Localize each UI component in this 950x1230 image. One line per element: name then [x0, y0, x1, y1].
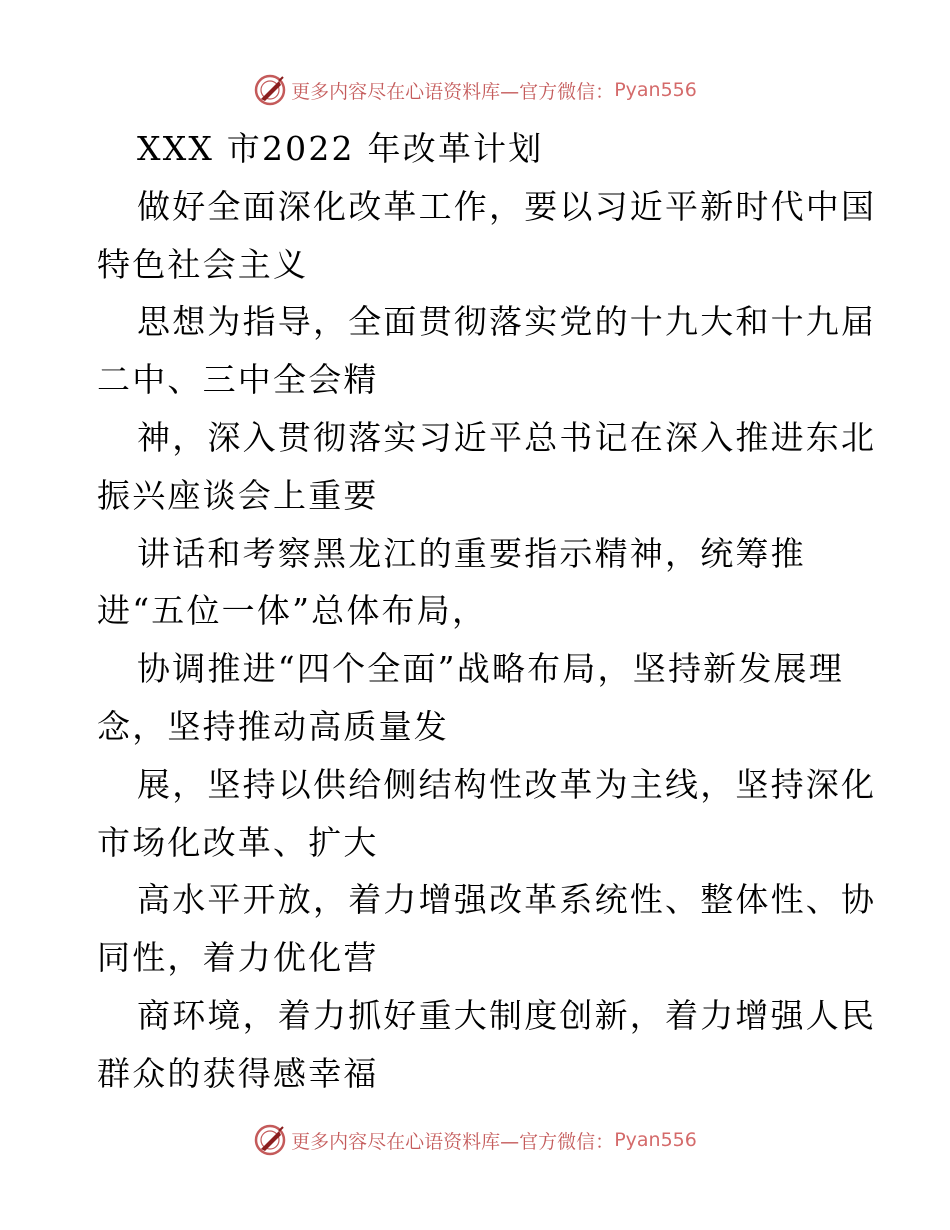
text-line: 协调推进“四个全面”战略布局，坚持新发展理: [137, 649, 844, 689]
quill-seal-icon: [253, 1123, 287, 1157]
text-line: 特色社会主义: [97, 244, 309, 284]
text-line: 二中、三中全会精: [97, 360, 379, 400]
text-line: 高水平开放，着力增强改革系统性、整体性、协: [137, 880, 877, 920]
watermark-main-text: 更多内容尽在心语资料库: [291, 1130, 501, 1153]
quill-seal-icon: [253, 73, 287, 107]
header-watermark: [0, 70, 950, 110]
text-line: 展，坚持以供给侧结构性改革为主线，坚持深化: [137, 764, 877, 804]
text-line: 进“五位一体”总体布局，: [97, 591, 488, 631]
document-body: [97, 120, 877, 1103]
watermark-separator: —官方微信：: [500, 80, 615, 103]
watermark-wechat-id: Pyan556: [614, 79, 697, 101]
watermark-wechat-id: Pyan556: [614, 1129, 697, 1151]
watermark-main-text: 更多内容尽在心语资料库: [291, 80, 501, 103]
text-line: 商环境，着力抓好重大制度创新，着力增强人民: [137, 995, 877, 1035]
text-line: 讲话和考察黑龙江的重要指示精神，统筹推: [137, 533, 806, 573]
text-line: 同性，着力优化营: [97, 938, 379, 978]
watermark-separator: —官方微信：: [500, 1130, 615, 1153]
footer-watermark: [0, 1120, 950, 1160]
text-line: 神，深入贯彻落实习近平总书记在深入推进东北: [137, 417, 877, 457]
text-line: 群众的获得感幸福: [97, 1053, 379, 1093]
text-line: 思想为指导，全面贯彻落实党的十九大和十九届: [137, 302, 877, 342]
text-line: 念，坚持推动高质量发: [97, 706, 449, 746]
text-line: 市场化改革、扩大: [97, 822, 379, 862]
text-line: 振兴座谈会上重要: [97, 475, 379, 515]
text-line: 做好全面深化改革工作，要以习近平新时代中国: [137, 186, 877, 226]
document-title: XXX 市2022 年改革计划: [137, 129, 544, 168]
